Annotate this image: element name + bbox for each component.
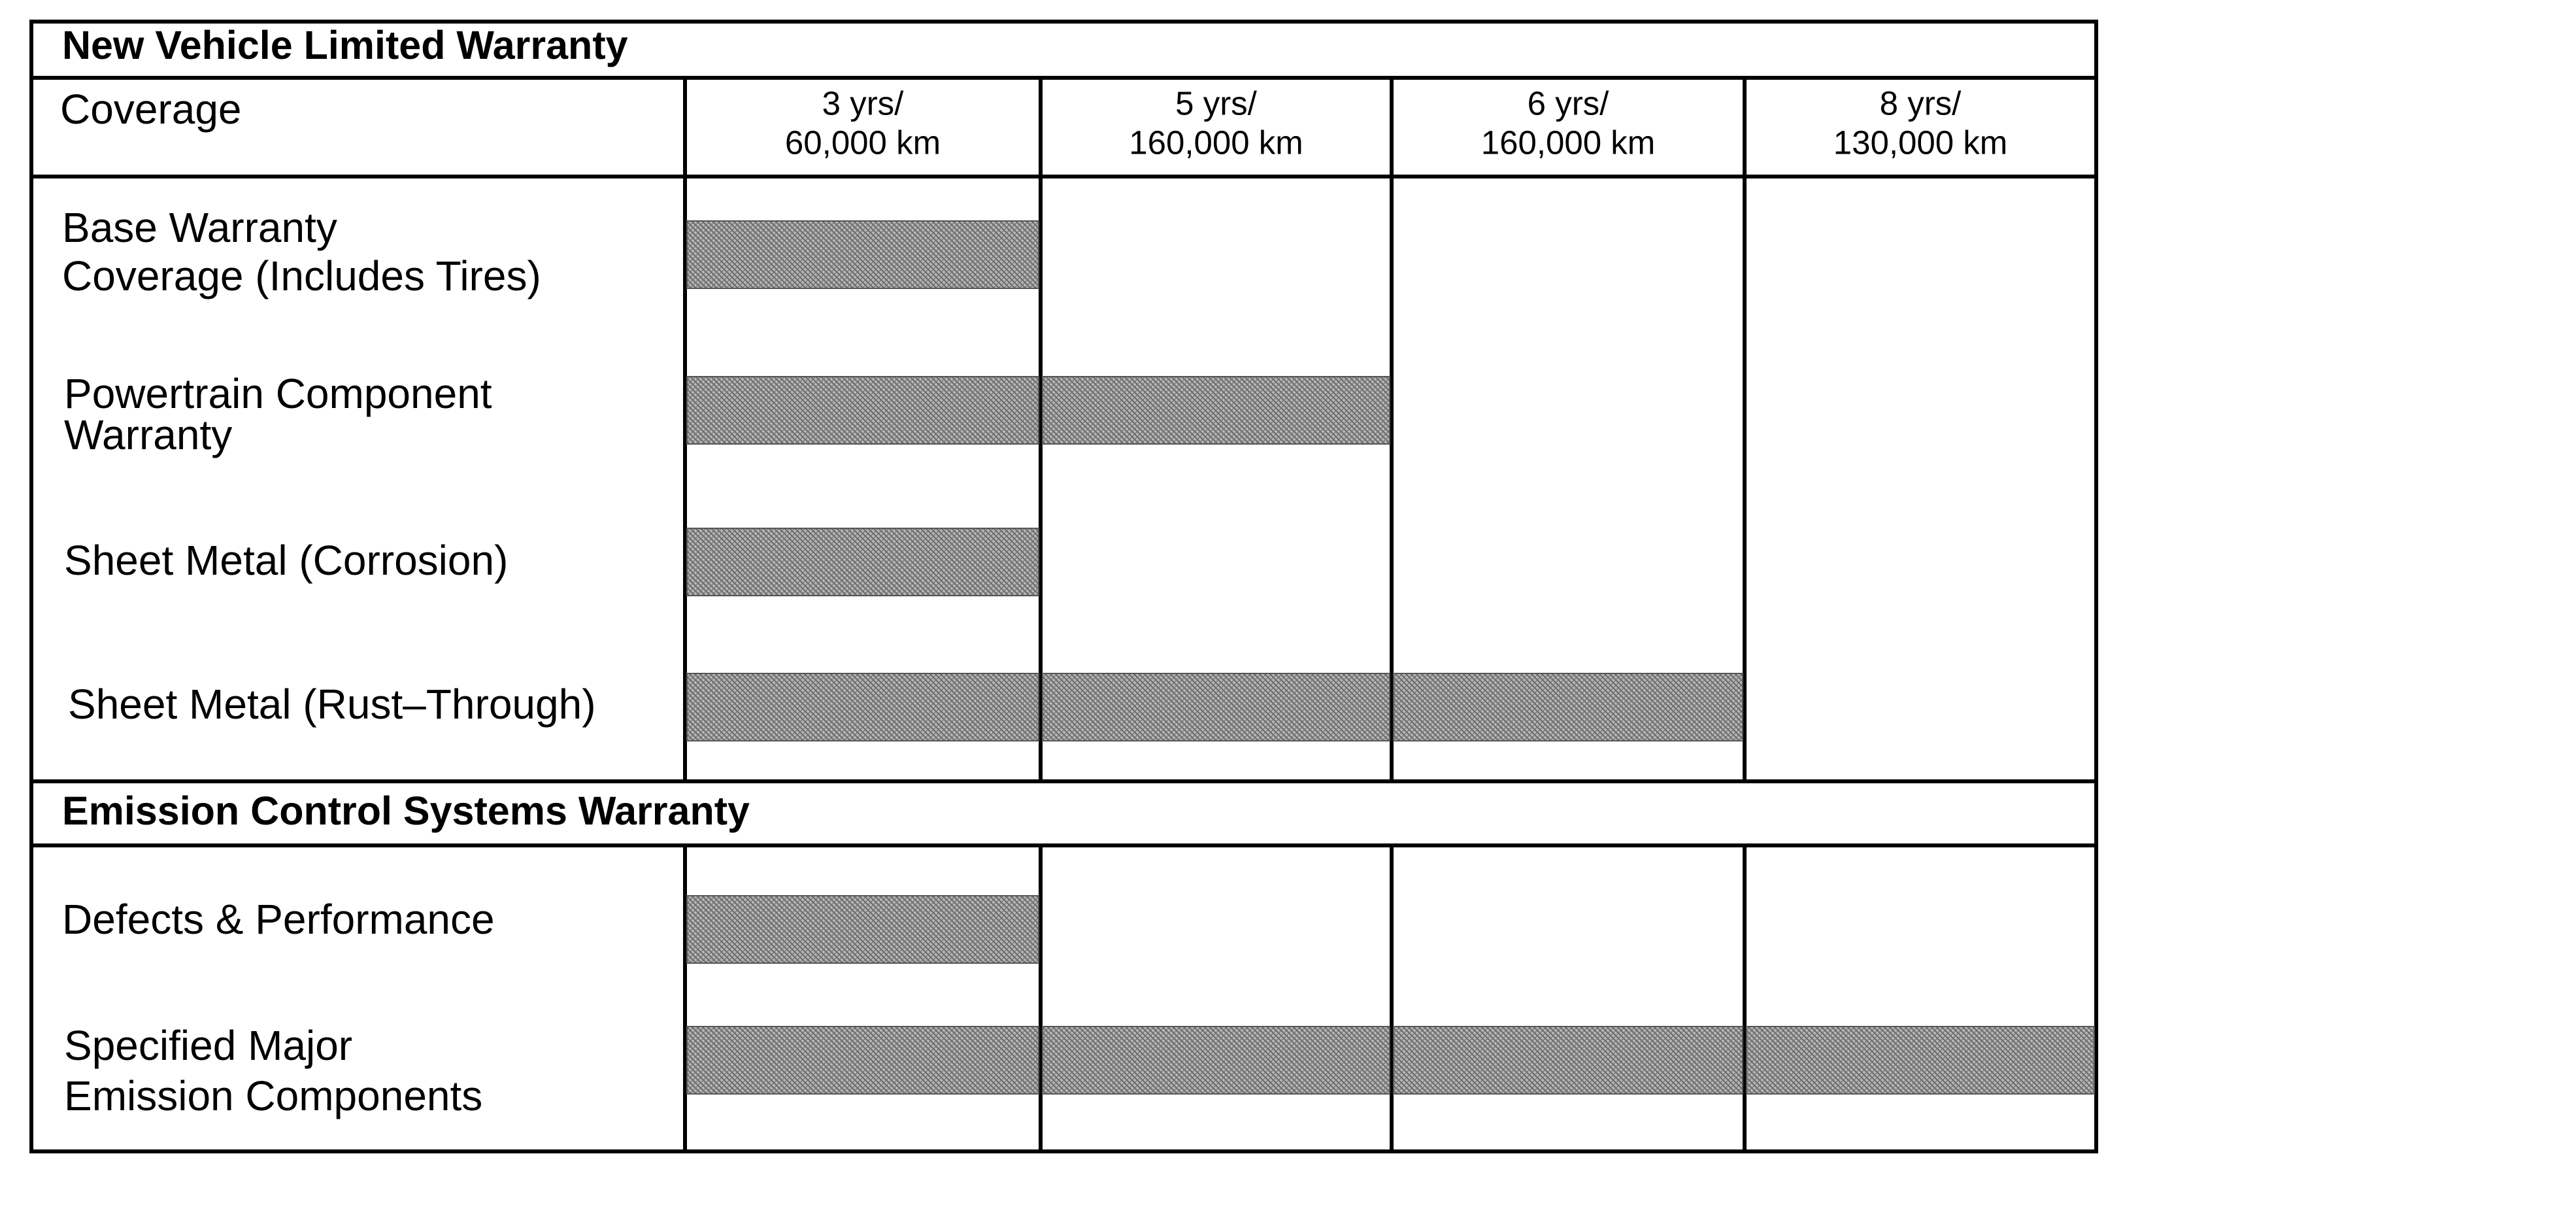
section1-coverage-bar xyxy=(687,221,1039,288)
section2-row-label: Emission Components xyxy=(64,1072,483,1119)
period-header-line2: 60,000 km xyxy=(784,124,941,162)
outer-frame xyxy=(31,22,2096,1151)
section2-coverage-bar xyxy=(687,1027,1039,1094)
section1-row-label: Warranty xyxy=(64,411,233,458)
section1-row-label: Base Warranty xyxy=(62,203,337,251)
section1-row-label: Coverage (Includes Tires) xyxy=(62,252,541,299)
coverage-header: Coverage xyxy=(60,85,242,133)
period-header-line2: 130,000 km xyxy=(1833,124,2008,162)
section1-title: New Vehicle Limited Warranty xyxy=(62,23,628,68)
section1-coverage-bar xyxy=(687,377,1039,444)
section2-title: Emission Control Systems Warranty xyxy=(62,789,750,834)
section1-coverage-bar xyxy=(687,673,1039,741)
period-header-line2: 160,000 km xyxy=(1129,124,1303,162)
section2-coverage-bar xyxy=(1043,1027,1390,1094)
section2-coverage-bar xyxy=(1394,1027,1743,1094)
section2-row-label: Specified Major xyxy=(64,1021,353,1069)
section1-row-label: Powertrain Component xyxy=(64,369,492,417)
period-header-line1: 3 yrs/ xyxy=(822,84,904,122)
section2-coverage-bar xyxy=(1747,1027,2094,1094)
section1-coverage-bar xyxy=(1394,673,1743,741)
section2-row-label: Defects & Performance xyxy=(62,895,495,943)
section1-coverage-bar xyxy=(1043,377,1390,444)
period-header-line1: 5 yrs/ xyxy=(1175,84,1257,122)
section2-coverage-bar xyxy=(687,896,1039,963)
period-header-line2: 160,000 km xyxy=(1480,124,1656,162)
grid-lines xyxy=(31,22,2096,1151)
section1-coverage-bar xyxy=(1043,673,1390,741)
period-header-line1: 8 yrs/ xyxy=(1879,84,1962,122)
section1-row-label: Sheet Metal (Corrosion) xyxy=(64,536,509,584)
period-header-line1: 6 yrs/ xyxy=(1527,84,1609,122)
section1-coverage-bar xyxy=(687,528,1039,596)
section1-row-label: Sheet Metal (Rust–Through) xyxy=(68,680,596,728)
